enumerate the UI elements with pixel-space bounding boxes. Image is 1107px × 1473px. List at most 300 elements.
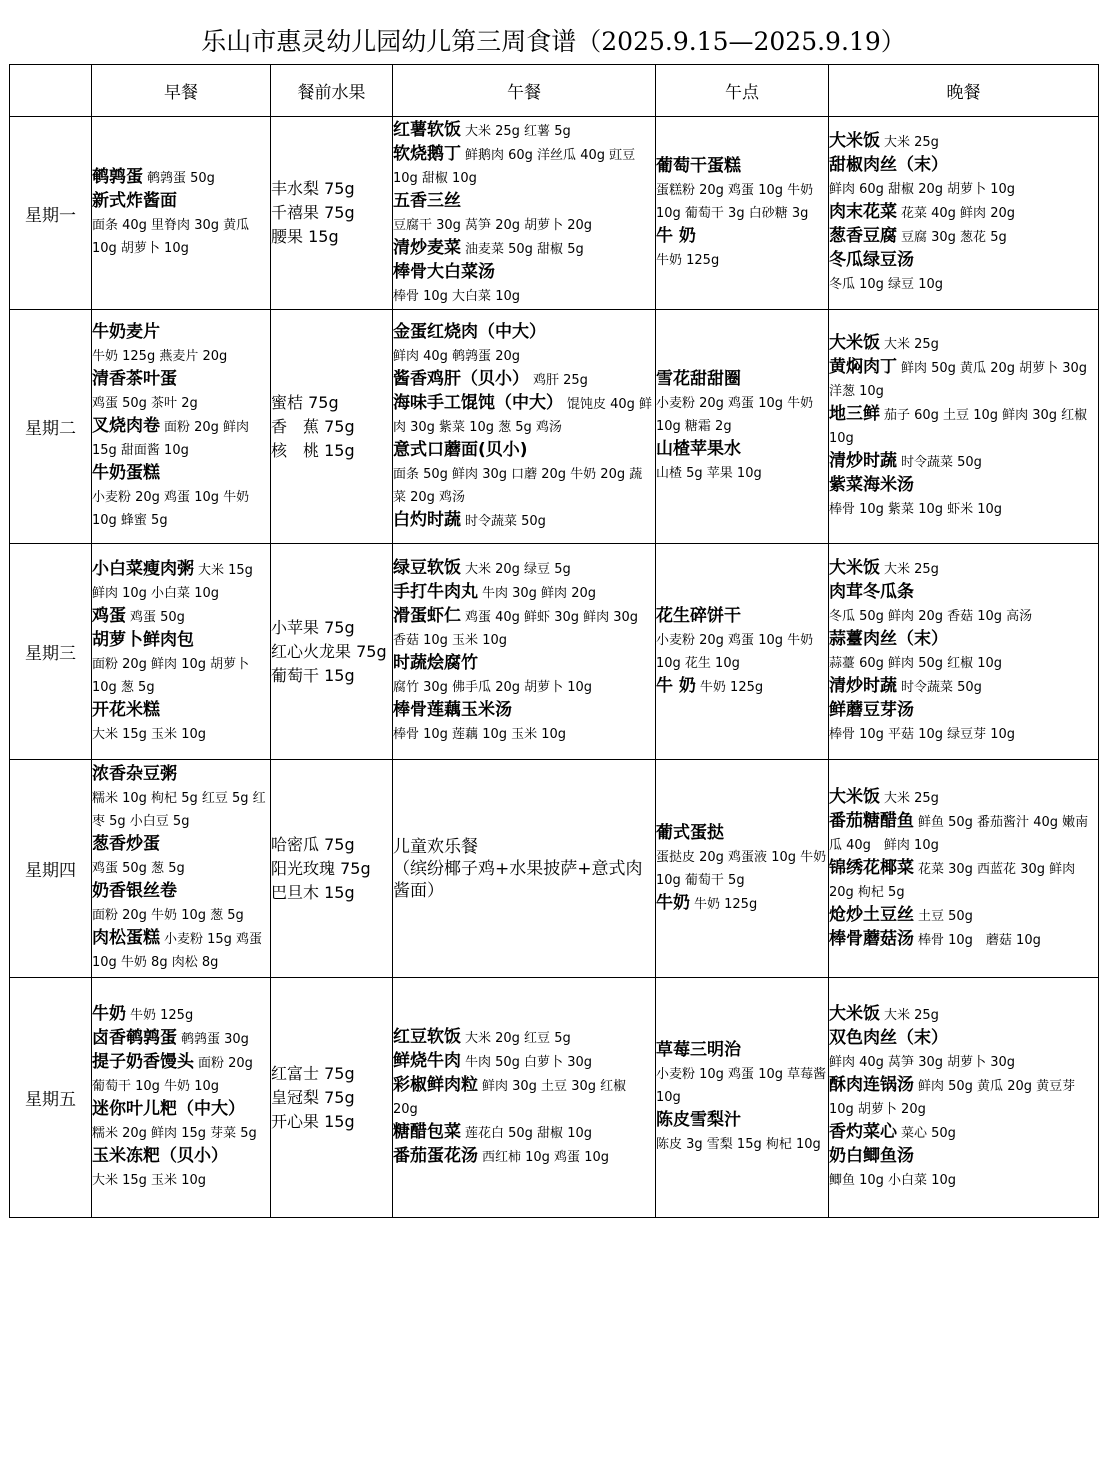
menu-item	[393, 439, 655, 463]
dish-name: 大米饭	[829, 558, 880, 578]
ingredients: 鸡肝 25g	[533, 372, 588, 388]
ingredients: 蛋挞皮 20g 鸡蛋液 10g 牛奶 10g 葡萄干 5g	[656, 849, 827, 888]
menu-item	[656, 438, 828, 462]
ingredients: 棒骨 10g 大白菜 10g	[393, 288, 520, 304]
dish-name: 浓香杂豆粥	[92, 764, 177, 784]
menu-item	[92, 605, 270, 629]
ingredients: 大米 25g	[884, 790, 939, 806]
menu-item	[656, 605, 828, 629]
dish-name: 牛 奶	[656, 675, 696, 696]
ingredients: 牛奶 125g 燕麦片 20g	[92, 349, 228, 364]
menu-item	[656, 249, 828, 272]
day-label: 星期一	[10, 117, 92, 310]
dish-name: 清炒麦菜	[393, 237, 461, 258]
snack-cell	[656, 978, 829, 1218]
menu-item	[393, 237, 655, 261]
dish-name: 红豆软饭	[393, 1027, 461, 1047]
menu-item	[92, 1051, 270, 1098]
menu-item	[92, 653, 270, 699]
ingredients: 鸡蛋 50g 葱 5g	[92, 861, 185, 876]
fruit-item: 皇冠梨 75g	[271, 1087, 355, 1107]
ingredients: 牛肉 30g 鲜肉 20g	[482, 586, 596, 601]
day-row	[10, 760, 1099, 978]
menu-item	[829, 1121, 1098, 1145]
ingredients: 蛋糕粉 20g 鸡蛋 10g 牛奶 10g 葡萄干 3g 白砂糖 3g	[656, 182, 814, 221]
lunch-cell	[393, 760, 656, 978]
ingredients: 牛奶 125g	[699, 679, 764, 695]
ingredients: 牛肉 50g 白萝卜 30g	[465, 1055, 592, 1070]
dish-name: 大米饭	[829, 333, 880, 353]
ingredients: 鸡蛋 40g 鲜虾 30g 鲜肉 30g 香菇 10g 玉米 10g	[393, 610, 639, 648]
fruit-cell	[271, 544, 393, 760]
menu-item	[656, 179, 828, 225]
ingredients: 莲花白 50g 甜椒 10g	[465, 1126, 592, 1141]
lunch-cell	[393, 978, 656, 1218]
dinner-cell	[829, 310, 1099, 544]
menu-item	[829, 474, 1098, 498]
ingredients: 馄饨皮 40g 鲜肉 30g 紫菜 10g 葱 5g 鸡汤	[393, 396, 653, 435]
dish-name: 花生碎饼干	[656, 605, 741, 626]
ingredients: 棒骨 10g 紫菜 10g 虾米 10g	[829, 502, 1003, 517]
fruit-item: 开心果 15g	[271, 1111, 355, 1131]
breakfast-cell	[92, 117, 271, 310]
dish-name: 牛奶	[656, 892, 690, 913]
dish-name: 炝炒土豆丝	[829, 904, 914, 925]
menu-item	[829, 557, 1098, 581]
menu-item	[393, 190, 655, 214]
menu-item	[829, 1003, 1098, 1027]
dish-name: 糖醋包菜	[393, 1122, 461, 1142]
menu-item	[829, 723, 1098, 746]
menu-item	[829, 1145, 1098, 1169]
ingredients: 鲜鹅肉 60g 洋丝瓜 40g 豇豆 10g 甜椒 10g	[393, 147, 636, 186]
dish-name: 山楂苹果水	[656, 439, 741, 459]
menu-item	[829, 273, 1098, 296]
lunch-description: （缤纷椰子鸡+水果披萨+意式肉酱面）	[393, 858, 643, 901]
menu-item	[92, 558, 270, 605]
menu-item	[829, 154, 1098, 178]
ingredients: 大米 15g 玉米 10g	[92, 726, 206, 742]
menu-item	[829, 904, 1098, 928]
dish-name: 绿豆软饭	[393, 558, 461, 578]
dish-name: 陈皮雪梨汁	[656, 1110, 741, 1130]
ingredients: 茄子 60g 土豆 10g 鲜肉 30g 红椒 10g	[829, 408, 1088, 446]
dish-name: 牛奶	[92, 1004, 126, 1024]
ingredients: 鲜肉 30g 土豆 30g 红椒 20g	[393, 1079, 627, 1117]
menu-item	[829, 249, 1098, 273]
dish-name: 开花米糕	[92, 699, 160, 720]
fruit-item: 红富士 75g	[271, 1063, 355, 1083]
dish-name: 胡萝卜鲜肉包	[92, 629, 194, 650]
ingredients: 鲫鱼 10g 小白菜 10g	[829, 1173, 956, 1188]
dish-name: 清炒时蔬	[829, 451, 897, 471]
menu-item	[393, 1050, 655, 1074]
dish-name: 提子奶香馒头	[92, 1052, 194, 1072]
dish-name: 鲜蘑豆芽汤	[829, 700, 914, 720]
ingredients: 鲜肉 40g 莴笋 30g 胡萝卜 30g	[829, 1055, 1016, 1070]
lunch-cell	[393, 117, 656, 310]
day-row	[10, 117, 1099, 310]
dish-name: 香灼菜心	[829, 1122, 897, 1142]
dish-name: 鹌鹑蛋	[92, 167, 143, 187]
header-lunch: 午餐	[393, 65, 656, 117]
breakfast-cell	[92, 544, 271, 760]
ingredients: 豆腐干 30g 莴笋 20g 胡萝卜 20g	[393, 217, 593, 233]
ingredients: 腐竹 30g 佛手瓜 20g 胡萝卜 10g	[393, 680, 593, 695]
menu-item	[393, 581, 655, 605]
dish-name: 葱香豆腐	[829, 226, 897, 246]
dish-name: 鸡蛋	[92, 605, 126, 626]
menu-item	[92, 486, 270, 532]
menu-item	[829, 178, 1098, 201]
ingredients: 牛奶 125g	[656, 252, 720, 268]
ingredients: 糯米 20g 鲜肉 15g 芽菜 5g	[92, 1126, 257, 1141]
menu-item	[656, 368, 828, 392]
menu-item	[92, 1027, 270, 1051]
menu-item	[829, 675, 1098, 699]
header-dinner: 晚餐	[829, 65, 1099, 117]
ingredients: 鹌鹑蛋 30g	[181, 1032, 249, 1047]
ingredients: 牛奶 125g	[694, 896, 758, 912]
breakfast-cell	[92, 310, 271, 544]
dish-name: 地三鲜	[829, 404, 880, 424]
menu-item	[92, 927, 270, 974]
menu-item	[92, 190, 270, 214]
ingredients: 冬瓜 50g 鲜肉 20g 香菇 10g 高汤	[829, 609, 1033, 624]
menu-item	[829, 786, 1098, 810]
fruit-item: 红心火龙果 75g	[271, 641, 387, 661]
menu-item	[829, 201, 1098, 225]
menu-item	[829, 332, 1098, 356]
ingredients: 小麦粉 10g 鸡蛋 10g 草莓酱 10g	[656, 1067, 827, 1105]
menu-item	[393, 392, 655, 439]
menu-item	[656, 822, 828, 846]
menu-item	[393, 1026, 655, 1050]
menu-table	[9, 64, 1099, 1218]
dish-name: 大米饭	[829, 1004, 880, 1024]
fruit-cell	[271, 310, 393, 544]
breakfast-cell	[92, 978, 271, 1218]
day-label: 星期三	[10, 544, 92, 760]
dish-name: 清香茶叶蛋	[92, 369, 177, 389]
snack-cell	[656, 760, 829, 978]
ingredients: 大米 25g 红薯 5g	[465, 123, 571, 139]
ingredients: 大米 25g	[884, 562, 939, 577]
menu-item	[92, 787, 270, 833]
menu-item	[92, 880, 270, 904]
menu-item	[92, 857, 270, 880]
menu-item	[829, 225, 1098, 249]
menu-item	[656, 1039, 828, 1063]
menu-item	[656, 1109, 828, 1133]
menu-item	[829, 1027, 1098, 1051]
menu-item	[92, 392, 270, 415]
menu-item	[92, 1169, 270, 1192]
dish-name: 棒骨莲藕玉米汤	[393, 700, 512, 720]
menu-item	[656, 846, 828, 892]
ingredients: 鸡蛋 50g	[130, 609, 185, 625]
menu-item	[829, 403, 1098, 450]
snack-cell	[656, 544, 829, 760]
ingredients: 时令蔬菜 50g	[465, 513, 546, 529]
dish-name: 五香三丝	[393, 190, 461, 211]
day-row	[10, 310, 1099, 544]
menu-item	[829, 928, 1098, 952]
dish-name: 蒜薹肉丝（末）	[829, 629, 948, 649]
day-label: 星期五	[10, 978, 92, 1218]
dish-name: 棒骨大白菜汤	[393, 261, 495, 282]
header-breakfast: 早餐	[92, 65, 271, 117]
dish-name: 番茄糖醋鱼	[829, 810, 914, 831]
dish-name: 鲜烧牛肉	[393, 1051, 461, 1071]
menu-item	[92, 723, 270, 746]
ingredients: 大米 25g	[884, 135, 939, 150]
dinner-cell	[829, 978, 1099, 1218]
ingredients: 面条 40g 里脊肉 30g 黄瓜 10g 胡萝卜 10g	[92, 218, 250, 256]
ingredients: 陈皮 3g 雪梨 15g 枸杞 10g	[656, 1137, 821, 1152]
menu-item	[829, 581, 1098, 605]
menu-item	[656, 225, 828, 249]
ingredients: 时令蔬菜 50g	[901, 455, 982, 470]
menu-item	[656, 1133, 828, 1156]
dish-name: 小白菜瘦肉粥	[92, 558, 194, 579]
menu-item	[656, 462, 828, 485]
dinner-cell	[829, 760, 1099, 978]
ingredients: 牛奶 125g	[130, 1008, 194, 1023]
ingredients: 大米 20g 绿豆 5g	[465, 562, 571, 577]
ingredients: 棒骨 10g 蘑菇 10g	[918, 932, 1041, 948]
dish-name: 葱香炒蛋	[92, 834, 160, 854]
menu-item	[92, 214, 270, 260]
ingredients: 鹌鹑蛋 50g	[147, 171, 215, 186]
dish-name: 清炒时蔬	[829, 676, 897, 696]
menu-item	[92, 904, 270, 927]
menu-item	[393, 676, 655, 699]
fruit-item: 蜜桔 75g	[271, 392, 339, 412]
dish-name: 牛奶麦片	[92, 322, 160, 342]
menu-item	[92, 1122, 270, 1145]
ingredients: 大米 15g 玉米 10g	[92, 1173, 206, 1188]
lunch-cell	[393, 310, 656, 544]
dish-name: 双色肉丝（末）	[829, 1028, 948, 1048]
ingredients: 糯米 10g 枸杞 5g 红豆 5g 红枣 5g 小白豆 5g	[92, 791, 266, 829]
dish-name: 葡式蛋挞	[656, 822, 724, 843]
ingredients: 小麦粉 20g 鸡蛋 10g 牛奶 10g 花生 10g	[656, 632, 814, 671]
dish-name: 紫菜海米汤	[829, 475, 914, 495]
day-row	[10, 978, 1099, 1218]
lunch-cell	[393, 544, 656, 760]
ingredients: 蒜薹 60g 鲜肉 50g 红椒 10g	[829, 656, 1003, 671]
menu-item	[393, 699, 655, 723]
ingredients: 豆腐 30g 葱花 5g	[901, 230, 1007, 245]
menu-item	[393, 652, 655, 676]
ingredients: 菜心 50g	[901, 1126, 956, 1141]
fruit-item: 巴旦木 15g	[271, 882, 355, 902]
fruit-item: 核 桃 15g	[271, 440, 355, 460]
dish-name: 叉烧肉卷	[92, 416, 160, 436]
snack-cell	[656, 117, 829, 310]
day-label: 星期二	[10, 310, 92, 544]
menu-item	[393, 1145, 655, 1169]
dish-name: 大米饭	[829, 786, 880, 807]
menu-item	[92, 462, 270, 486]
dish-name: 奶香银丝卷	[92, 881, 177, 901]
ingredients: 鲜肉 50g 黄瓜 20g 胡萝卜 30g 洋葱 10g	[829, 361, 1088, 399]
fruit-item: 腰果 15g	[271, 227, 339, 246]
fruit-item: 哈密瓜 75g	[271, 834, 355, 854]
fruit-item: 葡萄干 15g	[271, 665, 355, 685]
dish-name: 意式口蘑面(贝小)	[393, 439, 528, 460]
dish-name: 葡萄干蛋糕	[656, 155, 741, 176]
menu-item	[656, 629, 828, 675]
ingredients: 油麦菜 50g 甜椒 5g	[465, 241, 584, 257]
menu-item	[393, 214, 655, 237]
menu-item	[92, 1003, 270, 1027]
fruit-item: 千禧果 75g	[271, 203, 355, 222]
menu-item	[393, 368, 655, 392]
ingredients: 面粉 20g 葡萄干 10g 牛奶 10g	[92, 1056, 253, 1094]
header-fruit: 餐前水果	[271, 65, 393, 117]
ingredients: 面粉 20g 鲜肉 10g 胡萝卜 10g 葱 5g	[92, 656, 250, 695]
ingredients: 棒骨 10g 莲藕 10g 玉米 10g	[393, 727, 567, 742]
dish-name: 海味手工馄饨（中大）	[393, 392, 563, 413]
dish-name: 金蛋红烧肉（中大）	[393, 321, 546, 342]
menu-item	[92, 763, 270, 787]
dish-name: 草莓三明治	[656, 1040, 741, 1060]
dish-name: 番茄蛋花汤	[393, 1146, 478, 1166]
ingredients: 面粉 20g 牛奶 10g 葱 5g	[92, 908, 244, 923]
ingredients: 面粉 20g 鲜肉 15g 甜面酱 10g	[92, 420, 250, 458]
snack-cell	[656, 310, 829, 544]
dish-name: 甜椒肉丝（末）	[829, 155, 948, 175]
fruit-item: 阳光玫瑰 75g	[271, 858, 371, 878]
fruit-cell	[271, 117, 393, 310]
dish-name: 黄焖肉丁	[829, 357, 897, 377]
menu-item	[829, 1169, 1098, 1192]
fruit-cell	[271, 978, 393, 1218]
dish-name: 肉茸冬瓜条	[829, 582, 914, 602]
menu-item	[92, 1145, 270, 1169]
fruit-cell	[271, 760, 393, 978]
ingredients: 小麦粉 20g 鸡蛋 10g 牛奶 10g 蜂蜜 5g	[92, 490, 250, 528]
menu-item	[92, 629, 270, 653]
dinner-cell	[829, 544, 1099, 760]
day-label: 星期四	[10, 760, 92, 978]
dinner-cell	[829, 117, 1099, 310]
ingredients: 时令蔬菜 50g	[901, 680, 982, 695]
menu-item	[829, 1051, 1098, 1074]
menu-item	[393, 261, 655, 285]
ingredients: 鲜肉 60g 甜椒 20g 胡萝卜 10g	[829, 182, 1016, 197]
menu-item	[829, 857, 1098, 904]
menu-item	[393, 285, 655, 308]
dish-name: 时蔬烩腐竹	[393, 653, 478, 673]
menu-item	[829, 628, 1098, 652]
dish-name: 白灼时蔬	[393, 509, 461, 530]
menu-item	[829, 450, 1098, 474]
header-blank	[10, 65, 92, 117]
menu-item	[393, 509, 655, 533]
ingredients: 冬瓜 10g 绿豆 10g	[829, 277, 943, 292]
ingredients: 大米 25g	[884, 1008, 939, 1023]
menu-item	[656, 392, 828, 438]
dish-name: 冬瓜绿豆汤	[829, 250, 914, 270]
menu-item	[829, 605, 1098, 628]
ingredients: 大米 15g 鲜肉 10g 小白菜 10g	[92, 562, 253, 601]
dish-name: 肉末花菜	[829, 202, 897, 222]
lunch-title: 儿童欢乐餐	[393, 836, 478, 857]
ingredients: 大米 20g 红豆 5g	[465, 1031, 571, 1046]
menu-item	[393, 605, 655, 652]
header-snack: 午点	[656, 65, 829, 117]
dish-name: 新式炸酱面	[92, 191, 177, 211]
menu-item	[829, 652, 1098, 675]
dish-name: 酱香鸡肝（贝小）	[393, 368, 529, 389]
dish-name: 玉米冻粑（贝小）	[92, 1146, 228, 1166]
menu-item	[393, 723, 655, 746]
menu-item	[393, 143, 655, 190]
menu-item	[92, 368, 270, 392]
page-title: 乐山市惠灵幼儿园幼儿第三周食谱（2025.9.15—2025.9.19）	[201, 27, 906, 56]
day-row	[10, 544, 1099, 760]
ingredients: 花菜 30g 西蓝花 30g 鲜肉 20g 枸杞 5g	[829, 861, 1076, 900]
ingredients: 鲜鱼 50g 番茄酱汁 40g 嫩南瓜 40g 鲜肉 10g	[829, 814, 1089, 853]
menu-item	[393, 463, 655, 509]
menu-item	[829, 130, 1098, 154]
ingredients: 鸡蛋 50g 茶叶 2g	[92, 396, 198, 411]
breakfast-cell	[92, 760, 271, 978]
ingredients: 山楂 5g 苹果 10g	[656, 466, 762, 481]
menu-item	[393, 345, 655, 368]
dish-name: 锦绣花椰菜	[829, 857, 914, 878]
dish-name: 滑蛋虾仁	[393, 606, 461, 626]
menu-item	[393, 321, 655, 345]
ingredients: 小麦粉 15g 鸡蛋 10g 牛奶 8g 肉松 8g	[92, 932, 263, 970]
ingredients: 鲜肉 40g 鹌鹑蛋 20g	[393, 348, 520, 364]
menu-item	[829, 810, 1098, 857]
fruit-item: 香 蕉 75g	[271, 416, 355, 436]
menu-item	[393, 1121, 655, 1145]
dish-name: 奶白鲫鱼汤	[829, 1146, 914, 1166]
ingredients: 花菜 40g 鲜肉 20g	[901, 206, 1015, 221]
header-row	[10, 65, 1099, 117]
dish-name: 肉松蛋糕	[92, 928, 160, 948]
menu-item	[829, 356, 1098, 403]
menu-item	[92, 166, 270, 190]
dish-name: 雪花甜甜圈	[656, 369, 741, 389]
menu-item	[656, 675, 828, 699]
ingredients: 小麦粉 20g 鸡蛋 10g 牛奶 10g 糖霜 2g	[656, 396, 814, 434]
dish-name: 红薯软饭	[393, 119, 461, 140]
menu-item	[393, 1074, 655, 1121]
ingredients: 土豆 50g	[918, 908, 973, 924]
menu-item	[656, 155, 828, 179]
dish-name: 彩椒鲜肉粒	[393, 1075, 478, 1095]
menu-item	[92, 833, 270, 857]
dish-name: 迷你叶儿粑（中大）	[92, 1099, 245, 1119]
dish-name: 手打牛肉丸	[393, 582, 478, 602]
menu-item	[393, 557, 655, 581]
menu-item	[92, 345, 270, 368]
ingredients: 面条 50g 鲜肉 30g 口蘑 20g 牛奶 20g 蔬菜 20g 鸡汤	[393, 466, 643, 505]
fruit-item: 小苹果 75g	[271, 617, 355, 637]
menu-item	[656, 1063, 828, 1109]
dish-name: 卤香鹌鹑蛋	[92, 1028, 177, 1048]
menu-item	[656, 892, 828, 916]
menu-item	[829, 1074, 1098, 1121]
dish-name: 棒骨蘑菇汤	[829, 928, 914, 949]
dish-name: 大米饭	[829, 131, 880, 151]
